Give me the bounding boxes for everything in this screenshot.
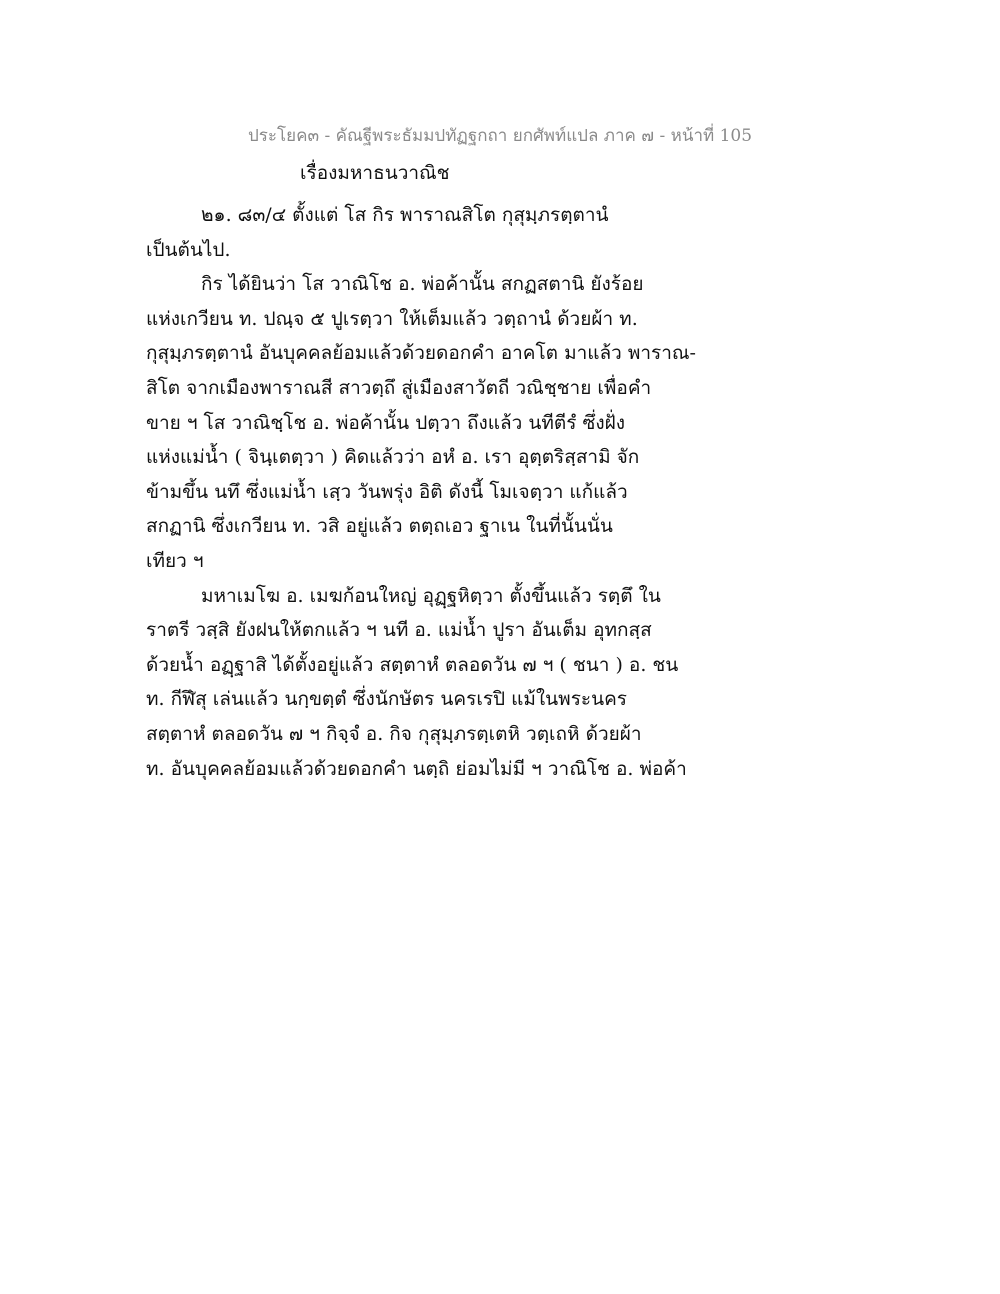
text-line: แห่งแม่น้ำ ( จินฺเตตฺวา ) คิดแล้วว่า อหํ อ. เรา อุตฺตริสฺสามิ จัก bbox=[146, 446, 640, 469]
text-line: กุสุมฺภรตฺตานํ อันบุคคลย้อมแล้วด้วยดอกคำ อาคโต มาแล้ว พาราณ- bbox=[146, 342, 696, 365]
text-line: ท. อันบุคคลย้อมแล้วด้วยดอกคำ นตฺถิ ย่อมไม่มี ฯ วาณิโช อ. พ่อค้า bbox=[146, 757, 687, 780]
text-line: ราตรี วสฺสิ ยังฝนให้ตกแล้ว ฯ นที อ. แม่น้ำ ปูรา อันเต็ม อุทกสฺส bbox=[146, 619, 652, 642]
text-line: สกฏานิ ซึ่งเกวียน ท. วสิ อยู่แล้ว ตตฺถเอว ฐาเน ในที่นั้นนั่น bbox=[146, 515, 613, 538]
text-line: ท. กีฬึสุ เล่นแล้ว นกฺขตฺตํ ซึ่งนักษัตร นครเรปิ แม้ในพระนคร bbox=[146, 688, 628, 711]
text-line: สิโต จากเมืองพาราณสี สาวตฺถึ สู่เมืองสาวัตถี วณิชฺชาย เพื่อคำ bbox=[146, 376, 652, 399]
body-text bbox=[146, 198, 706, 786]
running-header: ประโยค๓ - คัณฐีพระธัมมปทัฏฐกถา ยกศัพท์แปล ภาค ๗ - หน้าที่ 105 bbox=[247, 126, 753, 146]
text-line: สตฺตาหํ ตลอดวัน ๗ ฯ กิจฺจํ อ. กิจ กุสุมฺภรตฺเตหิ วตฺเถหิ ด้วยผ้า bbox=[146, 722, 642, 745]
text-line: มหาเมโฆ อ. เมฆก้อนใหญ่ อุฏฺฐหิตฺวา ตั้งขึ้นแล้ว รตฺตึ ใน bbox=[201, 584, 661, 607]
text-line: ขาย ฯ โส วาณิชฺโช อ. พ่อค้านั้น ปตฺวา ถึงแล้ว นทีตีรํ ซึ่งฝั่ง bbox=[146, 411, 626, 434]
text-line: ด้วยน้ำ อฏฺฐาสิ ได้ตั้งอยู่แล้ว สตฺตาหํ ตลอดวัน ๗ ฯ ( ชนา ) อ. ชน bbox=[146, 653, 679, 676]
text-line: แห่งเกวียน ท. ปณฺจ ๕ ปูเรตฺวา ให้เต็มแล้ว วตฺถานํ ด้วยผ้า ท. bbox=[146, 307, 638, 330]
story-title: เรื่องมหาธนวาณิช bbox=[300, 162, 450, 184]
text-line: ๒๑. ๘๓/๔ ตั้งแต่ โส กิร พาราณสิโต กุสุมฺภรตฺตานํ bbox=[201, 204, 609, 226]
text-line: กิร ได้ยินว่า โส วาณิโช อ. พ่อค้านั้น สกฏสตานิ ยังร้อย bbox=[201, 273, 644, 296]
text-line: เป็นต้นไป. bbox=[146, 238, 231, 261]
text-line: เทียว ฯ bbox=[146, 549, 204, 572]
text-line: ข้ามขึ้น นทึ ซึ่งแม่น้ำ เสฺว วันพรุ่ง อิติ ดังนี้ โมเจตฺวา แก้แล้ว bbox=[146, 480, 628, 503]
